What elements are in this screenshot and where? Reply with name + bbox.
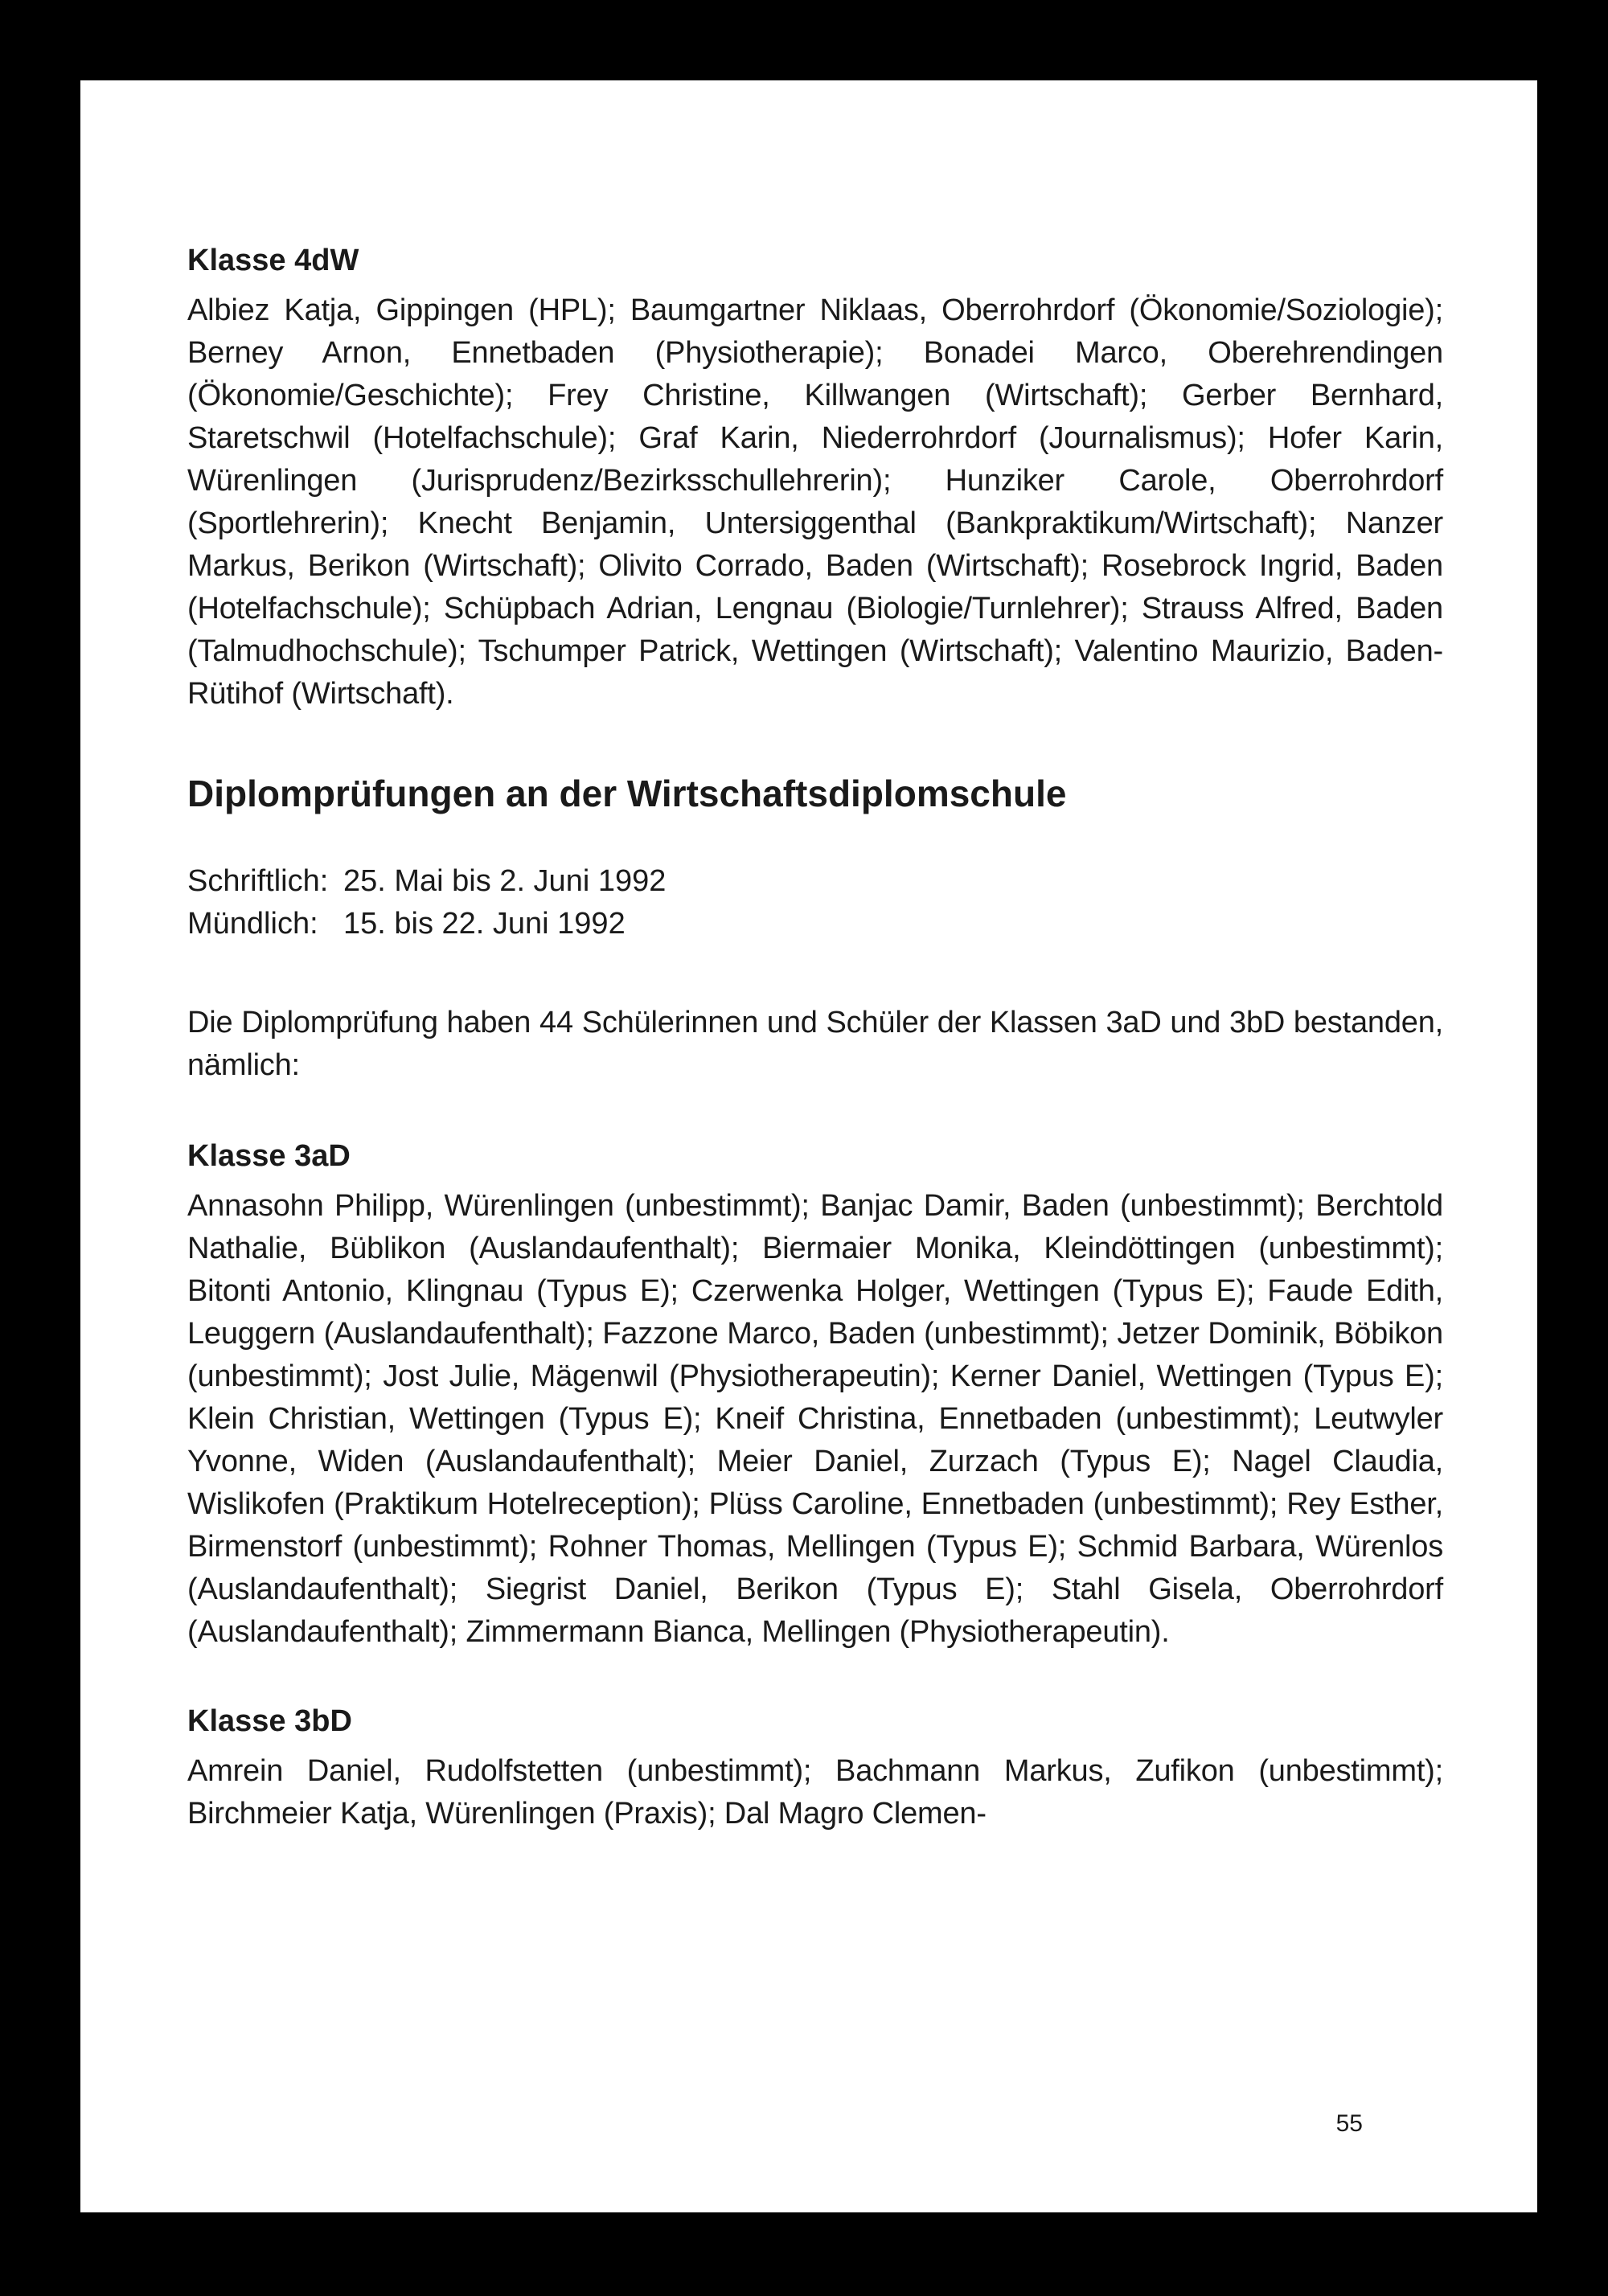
date-row-written bbox=[187, 860, 1443, 903]
page-content bbox=[187, 241, 1443, 1835]
section-class-4dw bbox=[187, 241, 1443, 715]
date-value: 25. Mai bis 2. Juni 1992 bbox=[343, 864, 667, 898]
section-class-3ad bbox=[187, 1137, 1443, 1654]
date-label: Schriftlich: bbox=[187, 864, 329, 898]
document-page bbox=[80, 80, 1537, 2212]
section-heading: Klasse 3aD bbox=[187, 1139, 351, 1173]
date-value: 15. bis 22. Juni 1992 bbox=[343, 907, 626, 941]
date-label: Mündlich: bbox=[187, 907, 318, 941]
section-class-3bd bbox=[187, 1702, 1443, 1835]
student-list-paragraph: Amrein Daniel, Rudolfstetten (unbestimmt); Bachmann Markus, Zufikon (unbestimmt); Birchmeier Katja, Würenlingen (Praxis); Dal Magro Clemen- bbox=[187, 1754, 1443, 1831]
intro-paragraph: Die Diplomprüfung haben 44 Schülerinnen und Schüler der Klassen 3aD und 3bD bestanden, nämlich: bbox=[187, 1006, 1443, 1082]
intro-block bbox=[187, 1002, 1443, 1087]
section-heading: Klasse 3bD bbox=[187, 1704, 352, 1738]
student-list-paragraph: Albiez Katja, Gippingen (HPL); Baumgartner Niklaas, Oberrohrdorf (Ökonomie/Soziologie); Berney Arnon, Ennetbaden (Physiotherapie); Bonadei Marco, Oberehrendingen (Ökonomie/Geschichte); Frey Christine, Killwangen (Wirtschaft); Gerber Bernhard, Staretschwil (Hotelfachschule); Graf Karin, Niederrohrdorf (Journalismus); Hofer Karin, Würenlingen (Jurisprudenz/Bezirksschullehrerin); Hunziker Carole, Oberrohrdorf (Sportlehrerin); Knecht Benjamin, Untersiggenthal (Bankpraktikum/Wirtschaft); Nanzer Markus, Berikon (Wirtschaft); Olivito Corrado, Baden (Wirtschaft); Rosebrock Ingrid, Baden (Hotelfachschule); Schüpbach Adrian, Lengnau (Biologie/Turnlehrer); Strauss Alfred, Baden (Talmudhochschule); Tschumper Patrick, Wettingen (Wirtschaft); Valentino Maurizio, Baden-Rütihof (Wirtschaft). bbox=[187, 293, 1443, 711]
page-number: 55 bbox=[1335, 2110, 1363, 2137]
date-row-oral bbox=[187, 903, 1443, 945]
main-heading: Diplomprüfungen an der Wirtschaftsdiplomschule bbox=[187, 773, 1067, 814]
section-heading: Klasse 4dW bbox=[187, 244, 359, 277]
exam-dates bbox=[187, 860, 1443, 945]
student-list-paragraph: Annasohn Philipp, Würenlingen (unbestimmt); Banjac Damir, Baden (unbestimmt); Berchtold Nathalie, Büblikon (Auslandaufenthalt); Biermaier Monika, Kleindöttingen (unbestimmt); Bitonti Antonio, Klingnau (Typus E); Czerwenka Holger, Wettingen (Typus E); Faude Edith, Leuggern (Auslandaufenthalt); Fazzone Marco, Baden (unbestimmt); Jetzer Dominik, Böbikon (unbestimmt); Jost Julie, Mägenwil (Physiotherapeutin); Kerner Daniel, Wettingen (Typus E); Klein Christian, Wettingen (Typus E); Kneif Christina, Ennetbaden (unbestimmt); Leutwyler Yvonne, Widen (Auslandaufenthalt); Meier Daniel, Zurzach (Typus E); Nagel Claudia, Wislikofen (Praktikum Hotelreception); Plüss Caroline, Ennetbaden (unbestimmt); Rey Esther, Birmenstorf (unbestimmt); Rohner Thomas, Mellingen (Typus E); Schmid Barbara, Würenlos (Auslandaufenthalt); Siegrist Daniel, Berikon (Typus E); Stahl Gisela, Oberrohrdorf (Auslandaufenthalt); Zimmermann Bianca, Mellingen (Physiotherapeutin). bbox=[187, 1189, 1443, 1649]
